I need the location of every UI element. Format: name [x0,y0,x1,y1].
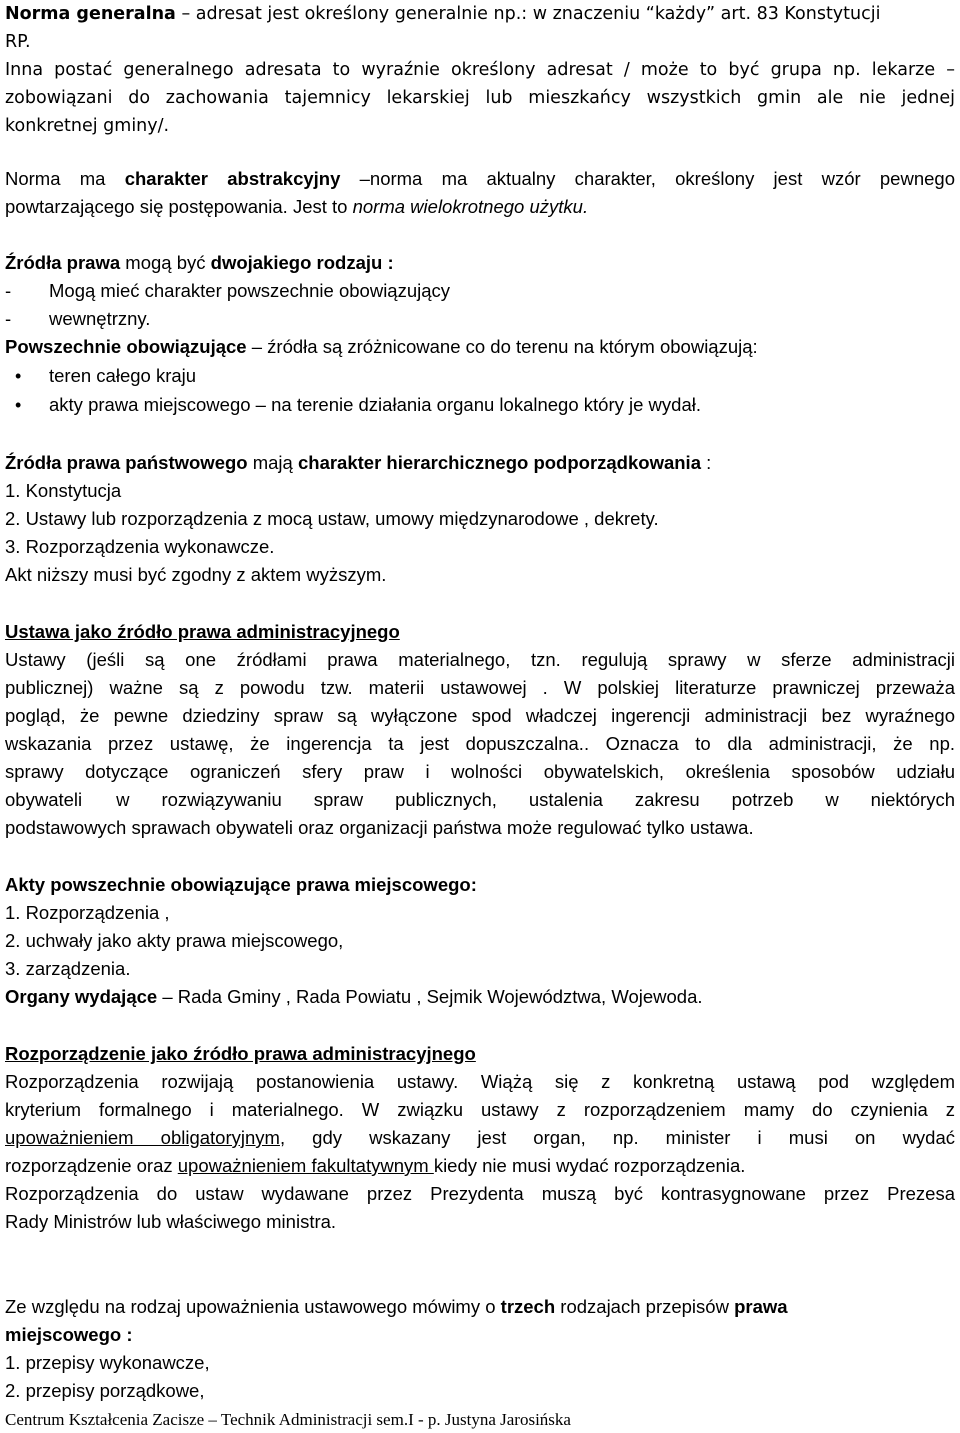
para-norma-generalna-line-1 [5,0,955,28]
text: sprawy dotyczące ograniczeń sfery praw i wolności obywatelskich, określenia sposobów udziału [5,761,955,782]
para-ustawa-line [5,786,955,814]
text: akty prawa miejscowego – na terenie działania organu lokalnego który je wydał. [49,394,701,415]
text: kiedy nie musi wydać rozporządzenia. [433,1155,746,1176]
text: Ustawy (jeśli są one źródłami prawa materialnego, tzn. regulują sprawy w sferze administracji [5,649,955,670]
text: Ze względu na rodzaj upoważnienia ustawowego mówimy o [5,1296,501,1317]
term-upowaznienie-obligatoryjne: upoważnieniem obligatoryjnym [5,1127,280,1148]
text: rodzajach przepisów [555,1296,735,1317]
text: Akty powszechnie obowiązujące prawa miejscowego: [5,874,477,895]
para-ustawa-line [5,674,955,702]
para-rozporzadzenie-line [5,1124,955,1152]
bullet-marker: • [15,366,22,386]
zrodla-panstwowe-heading [5,449,955,477]
text: obywateli [5,789,83,810]
para-ustawa-line [5,758,955,786]
term-charakter-abstrakcyjny: charakter abstrakcyjny [124,168,341,189]
text: : [700,452,712,473]
section-heading-rozporzadzenie [5,1040,955,1068]
dash-item-2 [5,305,955,333]
text: powtarzającego się postępowania. Jest to [5,196,353,217]
text: Rozporządzenia rozwijają postanowienia ustawy. Wiążą się z konkretną ustawą pod względem [5,1071,955,1092]
text: publicznej) ważne są z powodu tzw. materii ustawowej . W polskiej literaturze prawniczej przeważa [5,677,955,698]
text: Akt niższy musi być zgodny z aktem wyższym. [5,564,387,585]
text: kryterium formalnego i materialnego. W związku ustawy z rozporządzeniem mamy do czynienia z [5,1099,955,1120]
para-norma-generalna-line-2 [5,28,955,56]
przepisy-intro-line-2 [5,1321,955,1349]
text: Źródła prawa państwowego [5,452,248,473]
para-norma-generalna-line-3 [5,56,955,84]
para-ustawa-line [5,702,955,730]
text: charakter hierarchicznego podporządkowania [297,452,701,473]
dash-marker: - [5,308,12,329]
text: w rozwiązywaniu spraw publicznych, ustalenia zakresu potrzeb w niektórych [116,789,955,810]
text: rozporządzenie oraz [5,1155,178,1176]
text: miejscowego : [5,1324,133,1345]
text: 1. Rozporządzenia , [5,902,170,923]
list-item [5,1349,955,1377]
text: dwojakiego rodzaju : [210,252,394,273]
text: Rady Ministrów lub właściwego ministra. [5,1211,337,1232]
bullet-item-2 [5,391,955,419]
para-norma-generalna-line-4 [5,84,955,112]
text: wewnętrzny. [49,308,151,329]
para-rozporzadzenie-line [5,1208,955,1236]
para-ustawa-line [5,646,955,674]
dash-marker: - [5,280,12,301]
para-rozporzadzenie-line [5,1180,955,1208]
text: wskazania przez ustawę, że ingerencja ta jest dopuszczalna.. Oznacza to dla administracji, że np. [5,733,955,754]
text: Ustawa jako źródło prawa administracyjnego [5,621,400,642]
section-heading-ustawa [5,618,955,646]
para-rozporzadzenie-line [5,1152,955,1180]
para-ustawa-line [5,730,955,758]
list-item [5,927,955,955]
bullet-item-1 [5,362,955,390]
list-item [5,477,955,505]
text: Organy wydające [5,986,158,1007]
text: 3. zarządzenia. [5,958,131,979]
para-ustawa-line [5,814,955,842]
text: zobowiązani do zachowania tajemnicy lekarskiej lub mieszkańcy wszystkich gmin ale nie jednej [5,88,955,108]
text: Rozporządzenie jako źródło prawa administracyjnego [5,1043,476,1064]
list-item [5,955,955,983]
text: Powszechnie obowiązujące [5,336,247,357]
bullet-marker: • [15,395,22,415]
zrodla-prawa-heading [5,249,955,277]
text: prawa [734,1296,788,1317]
text: Inna postać generalnego adresata to wyraźnie określony adresat / może to być grupa np. lekarze – [5,60,955,80]
text: , gdy wskazany jest organ, np. minister i musi on wydać [279,1127,956,1148]
para-norma-generalna-line-5 [5,112,955,140]
term-norma-wielokrotnego-uzytku: norma wielokrotnego użytku. [352,196,589,217]
text: mają [247,452,298,473]
przepisy-intro-line-1 [5,1293,955,1321]
text: 1. Konstytucja [5,480,122,501]
text: 1. przepisy wykonawcze, [5,1352,210,1373]
organy-wydajace-line [5,983,955,1011]
text: 3. Rozporządzenia wykonawcze. [5,536,275,557]
text: konkretnej gminy/. [5,116,170,136]
list-item [5,899,955,927]
text: – Rada Gminy , Rada Powiatu , Sejmik Województwa, Wojewoda. [157,986,703,1007]
text: 2. Ustawy lub rozporządzenia z mocą ustaw, umowy międzynarodowe , dekrety. [5,508,659,529]
list-item [5,505,955,533]
list-item [5,1377,955,1405]
text: Norma ma [5,168,125,189]
text: – źródła są zróżnicowane co do terenu na którym obowiązują: [246,336,758,357]
dash-item-1 [5,277,955,305]
text: 2. uchwały jako akty prawa miejscowego, [5,930,344,951]
text: RP. [5,32,31,52]
text: –norma ma aktualny charakter, określony jest wzór pewnego [340,168,955,189]
term-norma-generalna: Norma generalna [5,4,176,24]
text: Mogą mieć charakter powszechnie obowiązujący [49,280,451,301]
text: Rozporządzenia do ustaw wydawane przez Prezydenta muszą być kontrasygnowane przez Prezesa [5,1183,955,1204]
text: Źródła prawa [5,252,121,273]
text: podstawowych sprawach obywateli oraz organizacji państwa może regulować tylko ustawa. [5,817,754,838]
para-rozporzadzenie-line [5,1096,955,1124]
section-heading-akty-miejscowe [5,871,955,899]
text: teren całego kraju [49,365,197,386]
powszechnie-obowiazujace-line [5,333,955,361]
page-footer: Centrum Kształcenia Zacisze – Technik Administracji sem.I - p. Justyna Jarosińska [5,1410,571,1429]
text: 2. przepisy porządkowe, [5,1380,205,1401]
term-upowaznienie-fakultatywne: upoważnieniem fakultatywnym [177,1155,434,1176]
text: pogląd, że pewne dziedziny spraw są wyłączone spod władczej ingerencji administracji bez wyraźnego [5,705,955,726]
para-rozporzadzenie-line [5,1068,955,1096]
para-abstrakcyjny-line-1 [5,165,955,193]
text: – adresat jest określony generalnie np.: w znaczeniu “każdy” art. 83 Konstytucji [175,4,881,24]
text: mogą być [120,252,211,273]
text: trzech [500,1296,556,1317]
hierarchy-note [5,561,955,589]
para-abstrakcyjny-line-2 [5,193,955,221]
list-item [5,533,955,561]
